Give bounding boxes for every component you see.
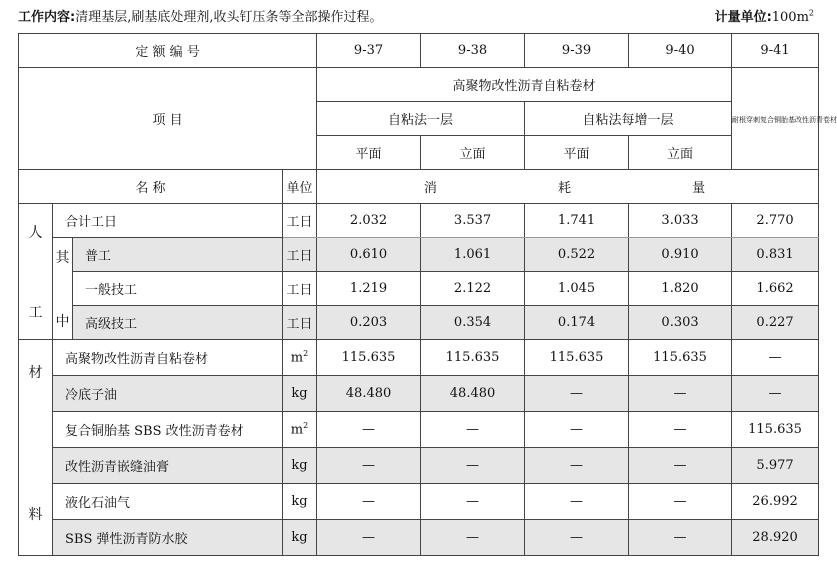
cell-value: 115.635 bbox=[629, 340, 732, 376]
row-unit: 工日 bbox=[283, 204, 317, 238]
measure-unit-label: 计量单位: bbox=[714, 10, 772, 25]
work-content bbox=[18, 6, 382, 25]
code-9-38: 9-38 bbox=[421, 34, 525, 68]
row-unit: kg bbox=[283, 520, 317, 556]
cell-value: 1.741 bbox=[525, 204, 629, 238]
cell-value: — bbox=[629, 448, 732, 484]
row-unit: $m^2$ bbox=[283, 340, 317, 376]
quota-table bbox=[18, 33, 837, 556]
cell-value: 1.061 bbox=[421, 238, 525, 272]
measure-unit bbox=[715, 6, 814, 25]
cell-value: 1.219 bbox=[317, 272, 421, 306]
row-unit: kg bbox=[283, 376, 317, 412]
vertical-label: 立面 bbox=[421, 136, 525, 170]
name-label: 名 称 bbox=[19, 170, 283, 204]
cell-value: — bbox=[317, 484, 421, 520]
cell-value: — bbox=[317, 412, 421, 448]
cell-value: 48.480 bbox=[317, 376, 421, 412]
unit-label: 单位 bbox=[283, 170, 317, 204]
cell-value: — bbox=[525, 484, 629, 520]
row-name: 液化石油气 bbox=[53, 484, 283, 520]
row-unit: kg bbox=[283, 448, 317, 484]
consumption-label: 消 耗 量 bbox=[317, 170, 819, 204]
cell-value: 1.045 bbox=[525, 272, 629, 306]
labor-group-label: 人 工 bbox=[19, 204, 53, 340]
flat-label: 平面 bbox=[525, 136, 629, 170]
cell-value: 0.174 bbox=[525, 306, 629, 340]
cell-value: 115.635 bbox=[732, 412, 819, 448]
code-9-40: 9-40 bbox=[629, 34, 732, 68]
col-9-41-title: 耐根穿刺复合铜胎基改性沥青卷材 bbox=[732, 68, 819, 170]
cell-value: 0.610 bbox=[317, 238, 421, 272]
row-name: 普工 bbox=[73, 238, 283, 272]
cell-value: 0.831 bbox=[732, 238, 819, 272]
cell-value: — bbox=[732, 376, 819, 412]
row-unit: 工日 bbox=[283, 306, 317, 340]
material-group-label: 材 料 bbox=[19, 340, 53, 556]
cell-value: — bbox=[525, 448, 629, 484]
cell-value: — bbox=[421, 484, 525, 520]
cell-value: 3.537 bbox=[421, 204, 525, 238]
qizhong-label: 其 中 bbox=[53, 238, 73, 340]
cell-value: — bbox=[421, 412, 525, 448]
work-content-text: 清理基层,刷基底处理剂,收头钉压条等全部操作过程。 bbox=[75, 10, 383, 25]
row-name: 高级技工 bbox=[73, 306, 283, 340]
cell-value: 0.522 bbox=[525, 238, 629, 272]
cell-value: — bbox=[525, 376, 629, 412]
vertical-label: 立面 bbox=[629, 136, 732, 170]
row-name: SBS 弹性沥青防水胶 bbox=[53, 520, 283, 556]
cell-value: 1.820 bbox=[629, 272, 732, 306]
cell-value: 0.303 bbox=[629, 306, 732, 340]
row-name: 改性沥青嵌缝油膏 bbox=[53, 448, 283, 484]
cell-value: — bbox=[421, 520, 525, 556]
item-label: 项 目 bbox=[19, 68, 317, 170]
cell-value: 2.770 bbox=[732, 204, 819, 238]
cell-value: — bbox=[525, 520, 629, 556]
cell-value: 115.635 bbox=[421, 340, 525, 376]
measure-unit-value: 100m bbox=[771, 10, 809, 25]
cell-value: 1.662 bbox=[732, 272, 819, 306]
row-name: 复合铜胎基 SBS 改性沥青卷材 bbox=[53, 412, 283, 448]
code-9-41: 9-41 bbox=[732, 34, 819, 68]
cell-value: 2.032 bbox=[317, 204, 421, 238]
measure-unit-sup: 2 bbox=[808, 8, 814, 18]
cell-value: 3.033 bbox=[629, 204, 732, 238]
cell-value: 2.122 bbox=[421, 272, 525, 306]
sub-each-extra-layer: 自粘法每增一层 bbox=[525, 102, 732, 136]
row-unit: kg bbox=[283, 484, 317, 520]
cell-value: 28.920 bbox=[732, 520, 819, 556]
cell-value: — bbox=[732, 340, 819, 376]
cell-value: — bbox=[317, 520, 421, 556]
work-content-label: 工作内容: bbox=[18, 10, 76, 25]
cell-value: — bbox=[317, 448, 421, 484]
row-name: 冷底子油 bbox=[53, 376, 283, 412]
row-name: 高聚物改性沥青自粘卷材 bbox=[53, 340, 283, 376]
cell-value: — bbox=[629, 484, 732, 520]
row-name: 合计工日 bbox=[53, 204, 283, 238]
sub-one-layer: 自粘法一层 bbox=[317, 102, 525, 136]
quota-number-label: 定 额 编 号 bbox=[19, 34, 317, 68]
flat-label: 平面 bbox=[317, 136, 421, 170]
row-unit: 工日 bbox=[283, 272, 317, 306]
cell-value: 115.635 bbox=[317, 340, 421, 376]
cell-value: — bbox=[525, 412, 629, 448]
cell-value: 0.910 bbox=[629, 238, 732, 272]
cell-value: — bbox=[629, 412, 732, 448]
cell-value: — bbox=[421, 448, 525, 484]
group-title: 高聚物改性沥青自粘卷材 bbox=[317, 68, 732, 102]
row-unit: $m^2$ bbox=[283, 412, 317, 448]
cell-value: 26.992 bbox=[732, 484, 819, 520]
cell-value: 48.480 bbox=[421, 376, 525, 412]
code-9-39: 9-39 bbox=[525, 34, 629, 68]
code-9-37: 9-37 bbox=[317, 34, 421, 68]
cell-value: 0.227 bbox=[732, 306, 819, 340]
cell-value: — bbox=[629, 520, 732, 556]
row-unit: 工日 bbox=[283, 238, 317, 272]
cell-value: 0.203 bbox=[317, 306, 421, 340]
cell-value: 5.977 bbox=[732, 448, 819, 484]
cell-value: 0.354 bbox=[421, 306, 525, 340]
row-name: 一般技工 bbox=[73, 272, 283, 306]
cell-value: — bbox=[629, 376, 732, 412]
page-header bbox=[18, 4, 818, 26]
cell-value: 115.635 bbox=[525, 340, 629, 376]
